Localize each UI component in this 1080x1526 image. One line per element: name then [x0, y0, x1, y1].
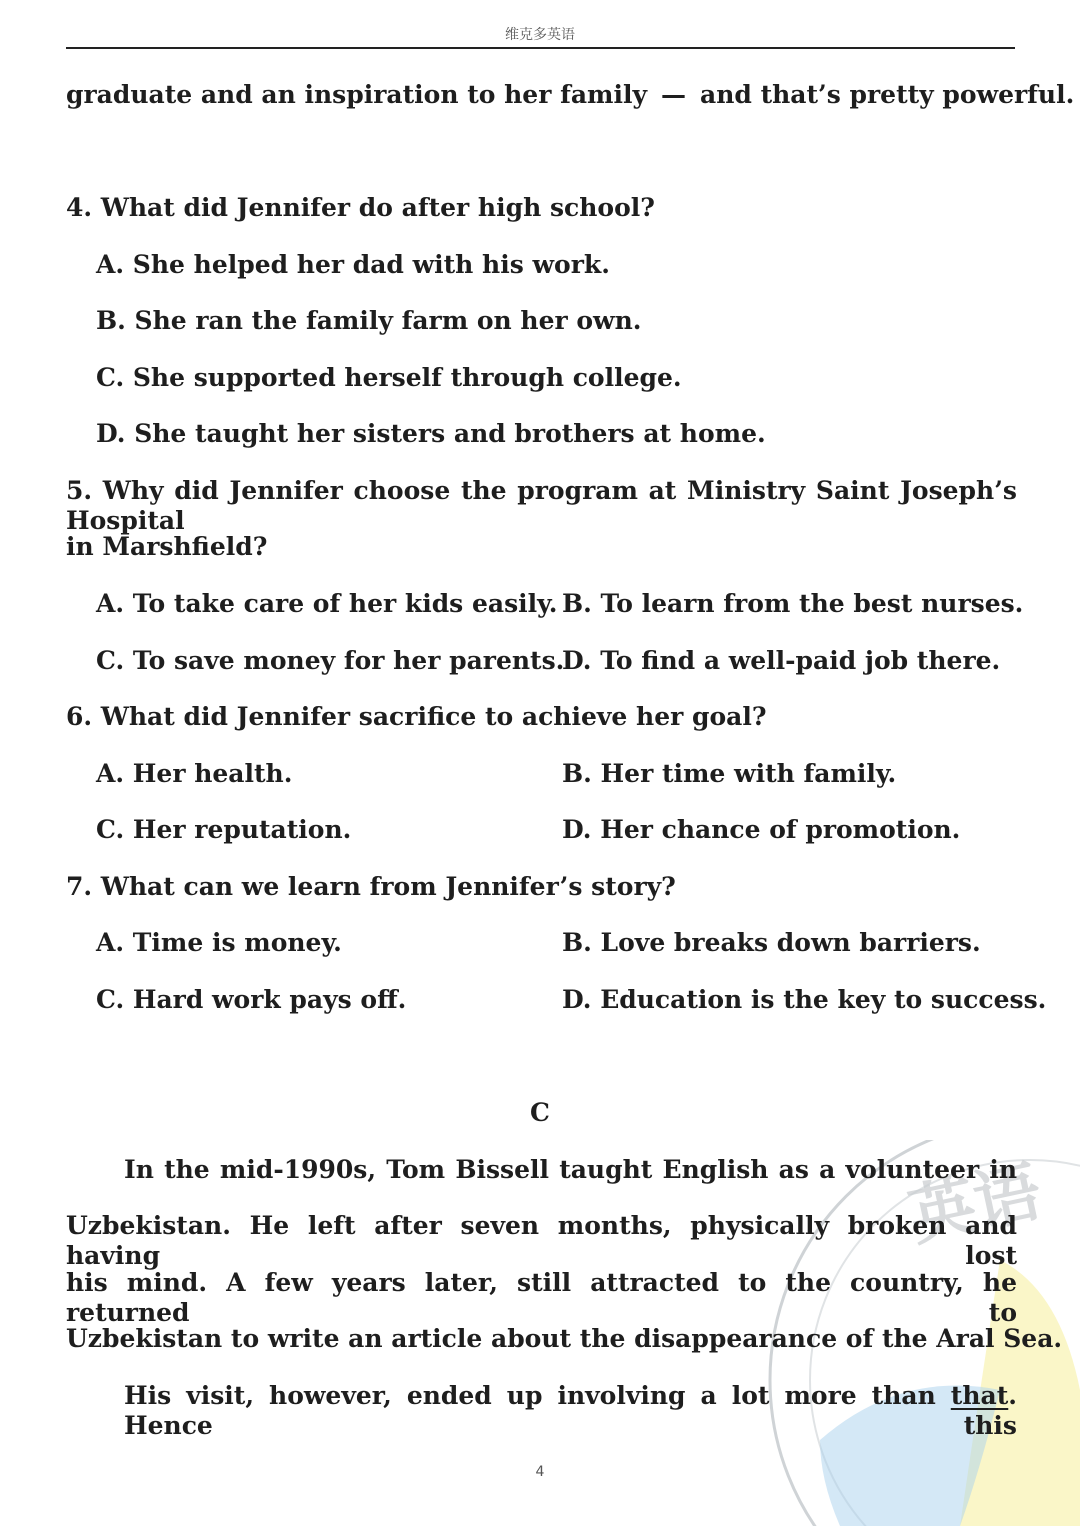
passage-c-para2-line1 [124, 1381, 1017, 1441]
question-5-option-d: D. To find a well-paid job there. [562, 646, 1001, 675]
header-rule [66, 47, 1015, 49]
passage-c-para2-tail: . Hence this [124, 1381, 1017, 1440]
question-5-option-b: B. To learn from the best nurses. [562, 589, 1024, 618]
question-5-stem-line1: 5. Why did Jennifer choose the program at Ministry Saint Joseph’s Hospital [66, 476, 1017, 535]
question-5-option-a: A. To take care of her kids easily. [96, 589, 558, 618]
page-header: 维克多英语 [505, 27, 575, 43]
question-4-option-b: B. She ran the family farm on her own. [96, 306, 642, 335]
question-5-stem-line2: in Marshfield? [66, 532, 268, 561]
question-4-stem: 4. What did Jennifer do after high school? [66, 193, 655, 222]
watermark-text: 英语 [902, 1152, 1048, 1256]
question-6-option-d: D. Her chance of promotion. [562, 815, 961, 844]
question-6-stem: 6. What did Jennifer sacrifice to achieve her goal? [66, 702, 767, 731]
question-4-option-d: D. She taught her sisters and brothers at home. [96, 419, 766, 448]
passage-c-para1-line4: Uzbekistan to write an article about the disappearance of the Aral Sea. [66, 1324, 1063, 1353]
passage-b-text-1: graduate and an inspiration to her family [66, 80, 648, 109]
question-7-option-b: B. Love breaks down barriers. [562, 928, 981, 957]
question-4-option-c: C. She supported herself through college. [96, 363, 682, 392]
question-6-option-b: B. Her time with family. [562, 759, 897, 788]
passage-b-last-line [66, 80, 1074, 110]
passage-b-text-2: and that’s pretty powerful. [700, 80, 1075, 109]
question-7-option-d: D. Education is the key to success. [562, 985, 1047, 1014]
question-7-stem: 7. What can we learn from Jennifer’s story? [66, 872, 676, 901]
question-5-option-c: C. To save money for her parents. [96, 646, 565, 675]
passage-c-para1-line2: Uzbekistan. He left after seven months, physically broken and having lost [66, 1211, 1017, 1270]
underlined-word: that [950, 1381, 1009, 1410]
page-number: 4 [535, 1464, 545, 1480]
passage-c-para2-text: His visit, however, ended up involving a lot more than [124, 1381, 936, 1410]
passage-c-heading: C [530, 1098, 550, 1127]
question-6-option-a: A. Her health. [96, 759, 293, 788]
question-7-option-a: A. Time is money. [96, 928, 342, 957]
question-7-option-c: C. Hard work pays off. [96, 985, 407, 1014]
em-dash: — [661, 80, 687, 109]
passage-c-para1-line3: his mind. A few years later, still attracted to the country, he returned to [66, 1268, 1017, 1327]
passage-c-para1-line1: In the mid-1990s, Tom Bissell taught English as a volunteer in [124, 1155, 1017, 1184]
question-6-option-c: C. Her reputation. [96, 815, 352, 844]
question-4-option-a: A. She helped her dad with his work. [96, 250, 610, 279]
